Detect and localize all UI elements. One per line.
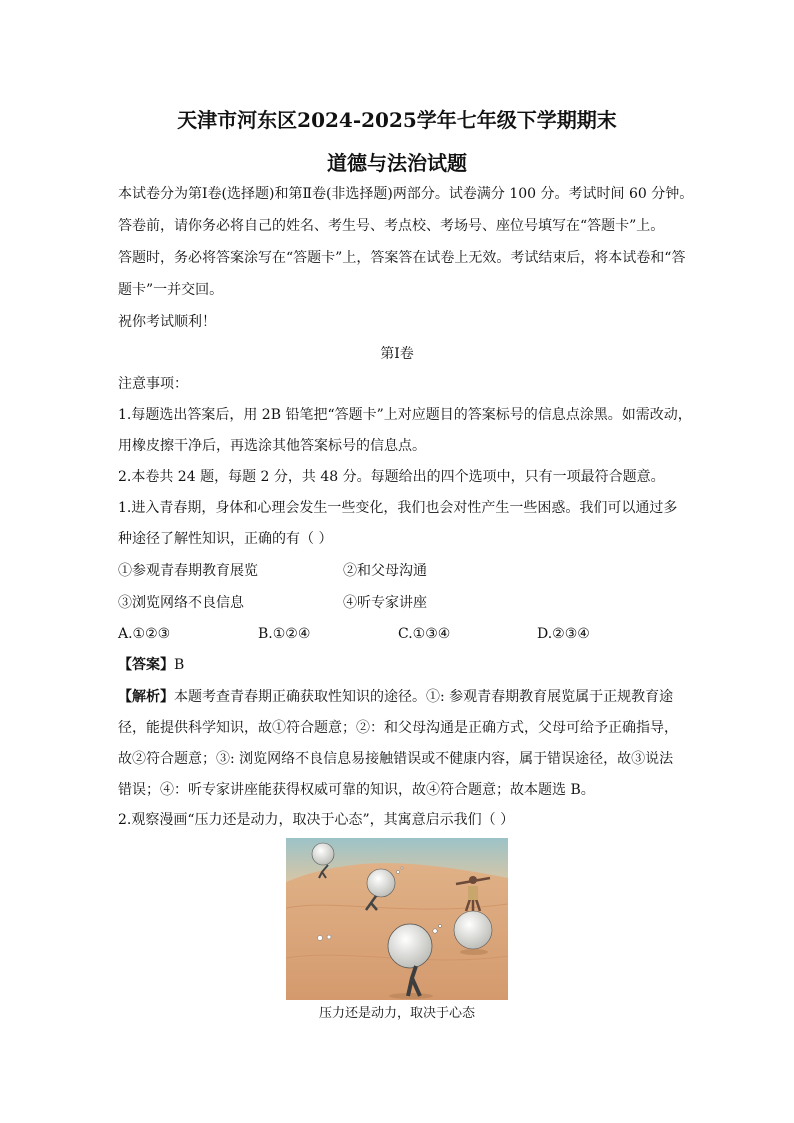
- intro-line: 祝你考试顺利！: [118, 314, 216, 330]
- section-title: 第Ⅰ卷: [380, 346, 414, 362]
- question-2-stem: 2.观察漫画“压力还是动力，取决于心态”，其寓意启示我们（ ）: [118, 812, 515, 828]
- answer-value: B: [174, 657, 185, 673]
- exam-subtitle: 道德与法治试题: [327, 151, 467, 175]
- q1-item: ①参观青春期教育展览: [118, 563, 258, 579]
- notes-heading: 注意事项：: [118, 376, 188, 392]
- analysis-line: 故②符合题意；③: 浏览网络不良信息易接触错误或不健康内容，属于错误途径，故③说法: [118, 751, 674, 767]
- intro-line: 答卷前，请你务必将自己的姓名、考生号、考点校、考场号、座位号填写在“答题卡”上。: [118, 218, 665, 234]
- question-1-stem: 种途径了解性知识，正确的有（ ）: [118, 531, 333, 547]
- answer-label: 【答案】: [118, 657, 174, 673]
- figure-caption: 压力还是动力，取决于心态: [318, 1006, 475, 1021]
- note-line: 1.每题选出答案后，用 2B 铅笔把“答题卡”上对应题目的答案标号的信息点涂黑。如需改动，: [118, 407, 692, 423]
- q1-choice-d: D.②③④: [537, 626, 590, 642]
- intro-line: 答题时，务必将答案涂写在“答题卡”上，答案答在试卷上无效。考试结束后，将本试卷和“答: [118, 250, 686, 266]
- analysis-line: 本题考查青春期正确获取性知识的途径。①: 参观青春期教育展览属于正规教育途: [174, 689, 674, 705]
- q1-item: ③浏览网络不良信息: [118, 595, 244, 611]
- q1-choice-b: B.①②④: [258, 626, 311, 642]
- intro-line: 本试卷分为第Ⅰ卷(选择题)和第Ⅱ卷(非选择题)两部分。试卷满分 100 分。考试时间 60 分钟。: [118, 186, 694, 202]
- analysis-line: 错误；④：听专家讲座能获得权威可靠的知识，故④符合题意；故本题选 B。: [118, 782, 595, 798]
- question-1-stem: 1.进入青春期，身体和心理会发生一些变化，我们也会对性产生一些困惑。我们可以通过多: [118, 500, 678, 516]
- q1-answer: [118, 656, 184, 674]
- q1-choice-c: C.①③④: [398, 626, 451, 642]
- note-line: 用橡皮擦干净后，再选涂其他答案标号的信息点。: [118, 438, 426, 454]
- q1-choice-a: A.①②③: [118, 626, 171, 642]
- analysis-label: 【解析】: [118, 689, 174, 705]
- cartoon-illustration: [286, 838, 508, 1000]
- q1-analysis: [118, 688, 673, 706]
- q1-item: ②和父母沟通: [343, 563, 427, 579]
- exam-title: 天津市河东区2024-2025学年七年级下学期期末: [177, 108, 617, 132]
- intro-line: 题卡”一并交回。: [118, 282, 224, 298]
- analysis-line: 径，能提供科学知识，故①符合题意；②：和父母沟通是正确方式，父母可给予正确指导，: [118, 720, 678, 736]
- note-line: 2.本卷共 24 题，每题 2 分，共 48 分。每题给出的四个选项中，只有一项最符合题意。: [118, 469, 665, 485]
- q1-item: ④听专家讲座: [343, 595, 427, 611]
